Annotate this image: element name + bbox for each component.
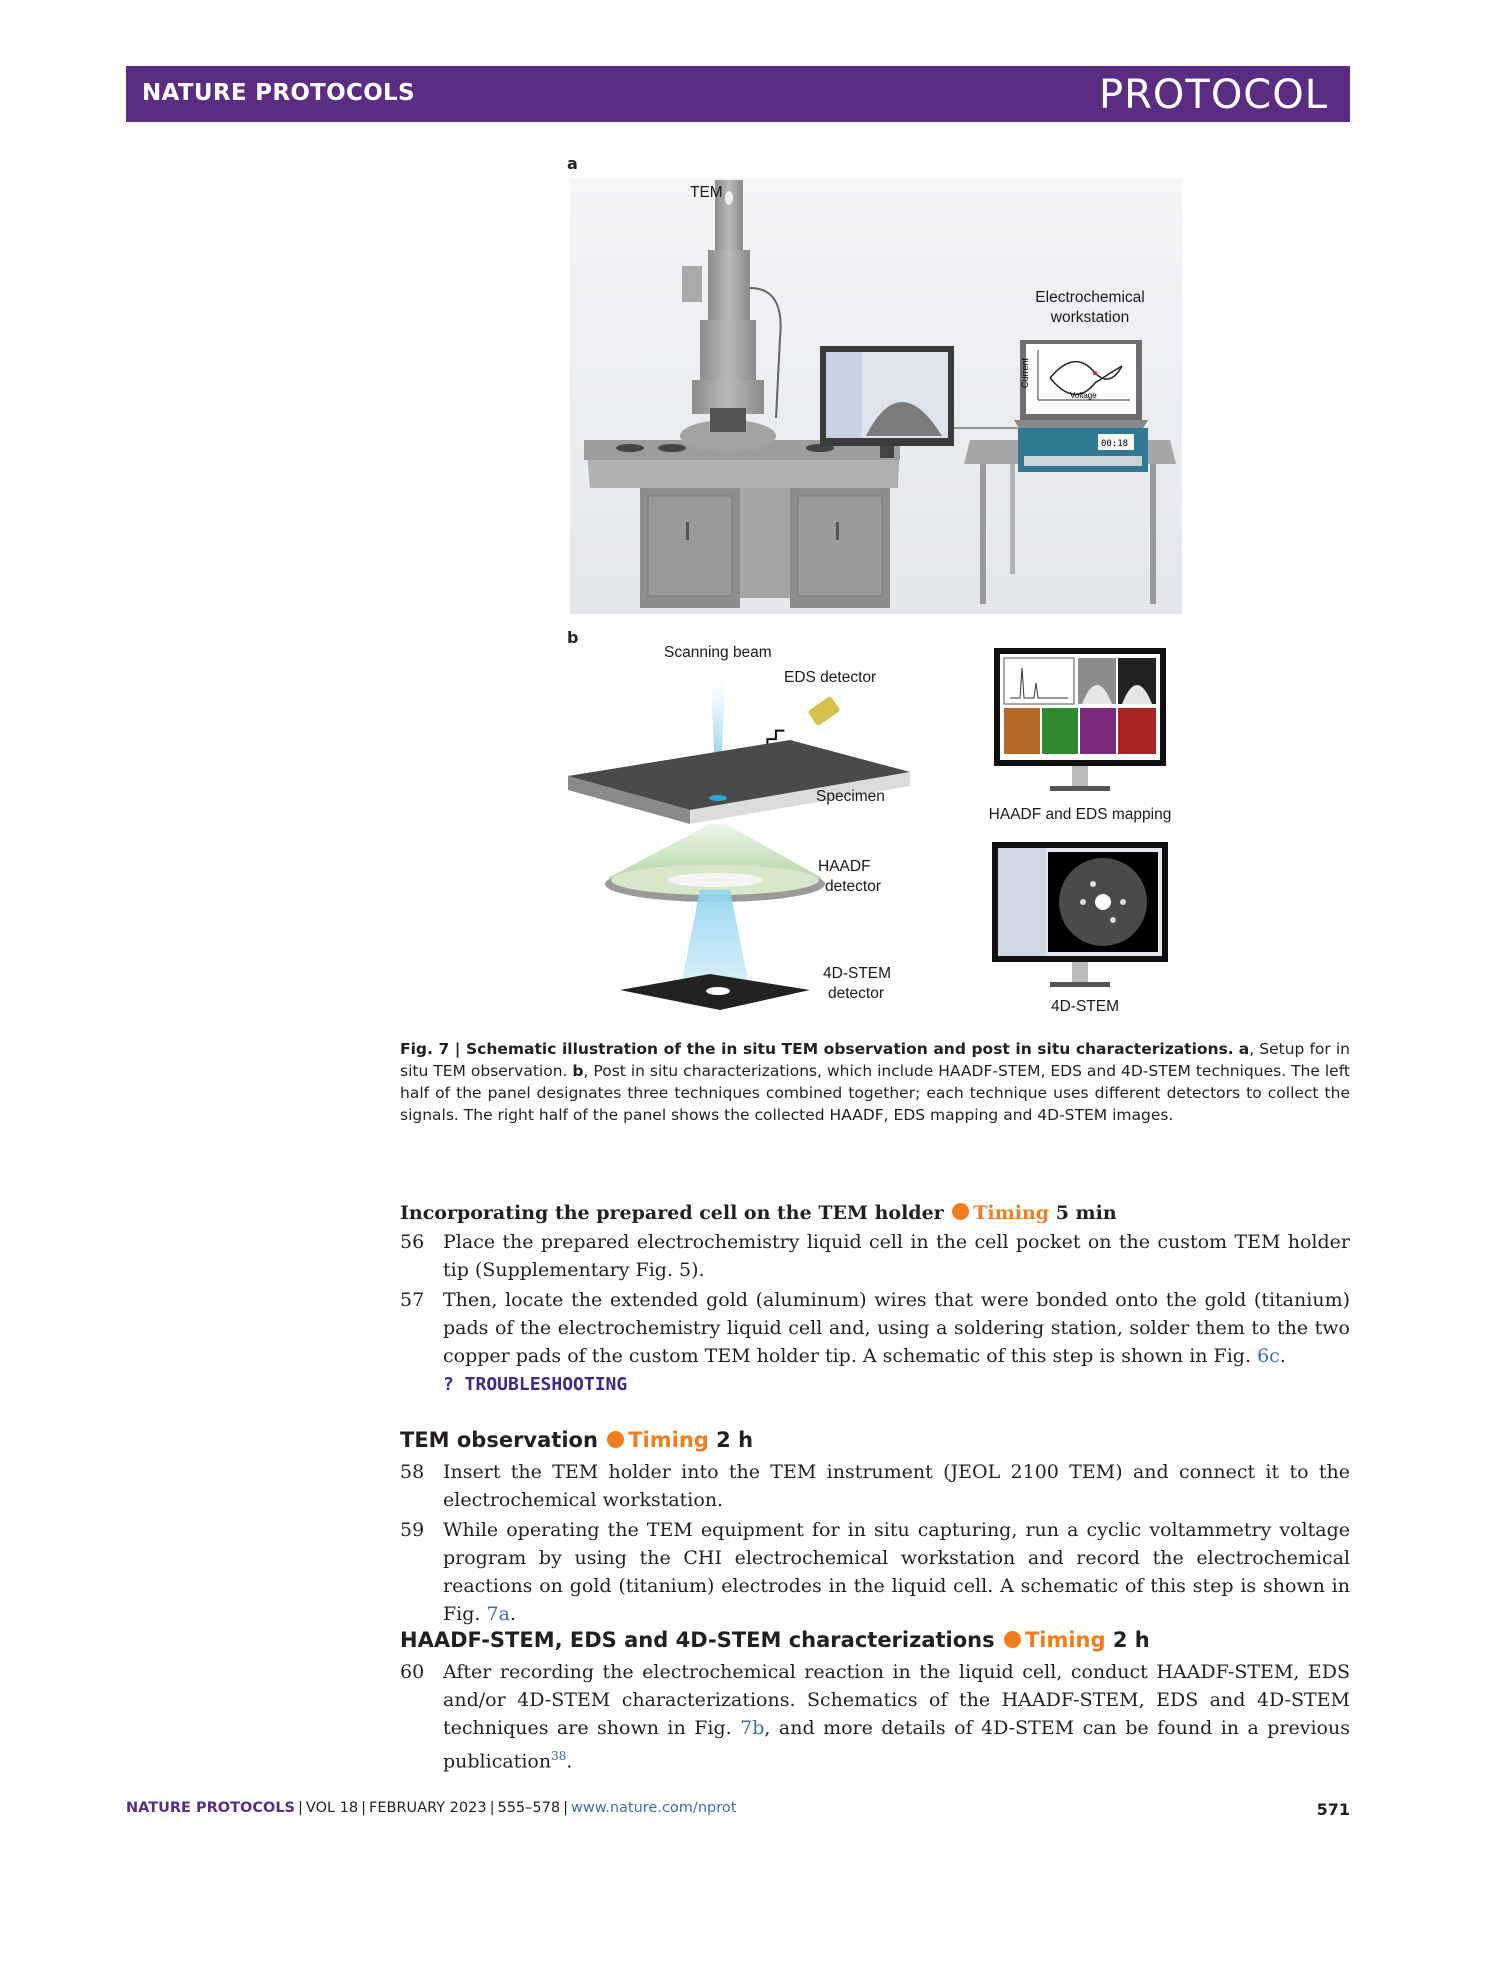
tem-monitor	[820, 346, 954, 458]
step-number: 56	[400, 1231, 425, 1253]
stem-label-line2: detector	[828, 985, 885, 1002]
timing-word: Timing	[973, 1202, 1050, 1224]
tem-label: TEM	[690, 184, 723, 201]
step-59	[400, 1516, 1350, 1628]
step-56	[400, 1228, 1350, 1284]
timing-word: Timing	[1024, 1628, 1106, 1652]
step-number: 60	[400, 1661, 425, 1683]
step-text-end: .	[566, 1750, 573, 1773]
step-58	[400, 1458, 1350, 1514]
step-text-cont: , and more details of 4D-STEM can be found in a previous publication	[443, 1717, 1350, 1773]
step-60	[400, 1658, 1350, 1775]
step-text-end: .	[509, 1603, 516, 1625]
caption-lead: Fig. 7 | Schematic illustration of the in situ TEM observation and post in situ characterizations.	[400, 1040, 1234, 1058]
mapping-label: HAADF and EDS mapping	[988, 806, 1172, 823]
figure-ref-link[interactable]: 6c	[1257, 1345, 1280, 1367]
display-time: 00:18	[1101, 439, 1129, 449]
footer-journal: NATURE PROTOCOLS	[126, 1800, 296, 1816]
scanning-beam-label: Scanning beam	[664, 644, 772, 661]
caption-b-text: , Post in situ characterizations, which include HAADF-STEM, EDS and 4D-STEM techniques. The left half of the panel designates three techniques combined together; each technique uses different detectors to collect the signals. The right half of the panel shows the collected HAADF, EDS mapping and 4D-STEM images.	[400, 1062, 1350, 1124]
plot-ylabel: Current	[1020, 357, 1030, 388]
caption-b-letter: b	[572, 1062, 584, 1080]
step-number: 57	[400, 1289, 425, 1311]
section-title: TEM observation	[400, 1428, 598, 1452]
step-text: After recording the electrochemical reaction in the liquid cell, conduct HAADF-STEM, EDS and/or 4D-STEM characterizations. Schematics of the HAADF-STEM, EDS and 4D-STEM techniques are shown in Fig.	[443, 1661, 1350, 1739]
journal-header-bar	[126, 66, 1350, 122]
timing-dot-icon	[607, 1431, 624, 1448]
page-footer: NATURE PROTOCOLS | VOL 18 | FEBRUARY 2023 | 555–578 | www.nature.com/nprot 571	[126, 1800, 1350, 1819]
plot-xlabel: Voltage	[1070, 391, 1097, 400]
haadf-label-line2: detector	[825, 878, 882, 895]
specimen-slab	[568, 740, 910, 824]
footer-url-link[interactable]: www.nature.com/nprot	[570, 1800, 737, 1816]
timing-word: Timing	[628, 1428, 709, 1452]
workstation-label-line1: Electrochemical	[1035, 289, 1145, 306]
stem-label-line1: 4D-STEM	[823, 965, 892, 982]
timing-dot-icon	[952, 1203, 969, 1220]
stem-schematic	[560, 660, 920, 1015]
step-text: While operating the TEM equipment for in situ capturing, run a cyclic voltammetry voltage program by using the CHI electrochemical workstation and record the electrochemical reactions on gold (titanium) electrodes in the liquid cell. A schematic of this step is shown in Fig.	[443, 1519, 1350, 1625]
figure-caption	[400, 1038, 1350, 1126]
step-number: 58	[400, 1461, 425, 1483]
specimen-label: Specimen	[816, 788, 885, 805]
footer-volume: VOL 18	[305, 1800, 359, 1816]
page-number: 571	[1316, 1800, 1350, 1819]
article-type: PROTOCOL	[1098, 72, 1328, 118]
stem-monitor-label: 4D-STEM	[1050, 998, 1120, 1015]
section-heading-characterizations	[400, 1628, 1150, 1652]
caption-a-letter: a	[1238, 1040, 1250, 1058]
step-text: Then, locate the extended gold (aluminum) wires that were bonded onto the gold (titanium) pads of the electrochemistry liquid cell and, using a soldering station, solder them to the two copper pads of the custom TEM holder tip. A schematic of this step is shown in Fig.	[443, 1289, 1350, 1367]
eds-detector-label: EDS detector	[784, 669, 877, 686]
timing-value: 2 h	[716, 1428, 754, 1452]
timing-value: 2 h	[1112, 1628, 1150, 1652]
workstation-laptop	[1014, 340, 1148, 430]
section-title: HAADF-STEM, EDS and 4D-STEM characterizations	[400, 1628, 995, 1652]
citation-link[interactable]: 38	[551, 1749, 567, 1763]
figure-ref-link[interactable]: 7b	[740, 1717, 765, 1739]
section-heading-incorporating	[400, 1202, 1117, 1224]
caption-a-text: , Setup for in situ TEM observation.	[400, 1040, 1351, 1080]
step-text: Place the prepared electrochemistry liquid cell in the cell pocket on the custom TEM holder tip (Supplementary Fig. 5).	[443, 1231, 1350, 1281]
potentiostat-box	[1018, 428, 1148, 472]
4d-stem-detector	[620, 974, 810, 1010]
haadf-eds-monitor	[990, 648, 1170, 798]
timing-dot-icon	[1004, 1631, 1021, 1648]
workstation-label-line2: workstation	[1050, 309, 1130, 326]
section-heading-tem-observation	[400, 1428, 753, 1452]
footer-date: FEBRUARY 2023	[369, 1800, 487, 1816]
panel-b-letter: b	[567, 628, 579, 647]
footer-pages: 555–578	[497, 1800, 561, 1816]
section-title: Incorporating the prepared cell on the TEM holder	[400, 1202, 944, 1224]
step-57	[400, 1286, 1350, 1399]
step-text-end: .	[1279, 1345, 1286, 1367]
timing-value: 5 min	[1055, 1202, 1117, 1224]
journal-name: NATURE PROTOCOLS	[142, 80, 415, 106]
figure-ref-link[interactable]: 7a	[486, 1603, 510, 1625]
step-text: Insert the TEM holder into the TEM instrument (JEOL 2100 TEM) and connect it to the electrochemical workstation.	[443, 1461, 1350, 1511]
panel-a-letter: a	[567, 154, 578, 173]
tem-setup-illustration	[570, 178, 1182, 614]
step-number: 59	[400, 1519, 425, 1541]
haadf-label-line1: HAADF	[818, 858, 871, 875]
troubleshooting-link[interactable]: ? TROUBLESHOOTING	[443, 1374, 628, 1395]
4d-stem-monitor	[988, 842, 1172, 992]
